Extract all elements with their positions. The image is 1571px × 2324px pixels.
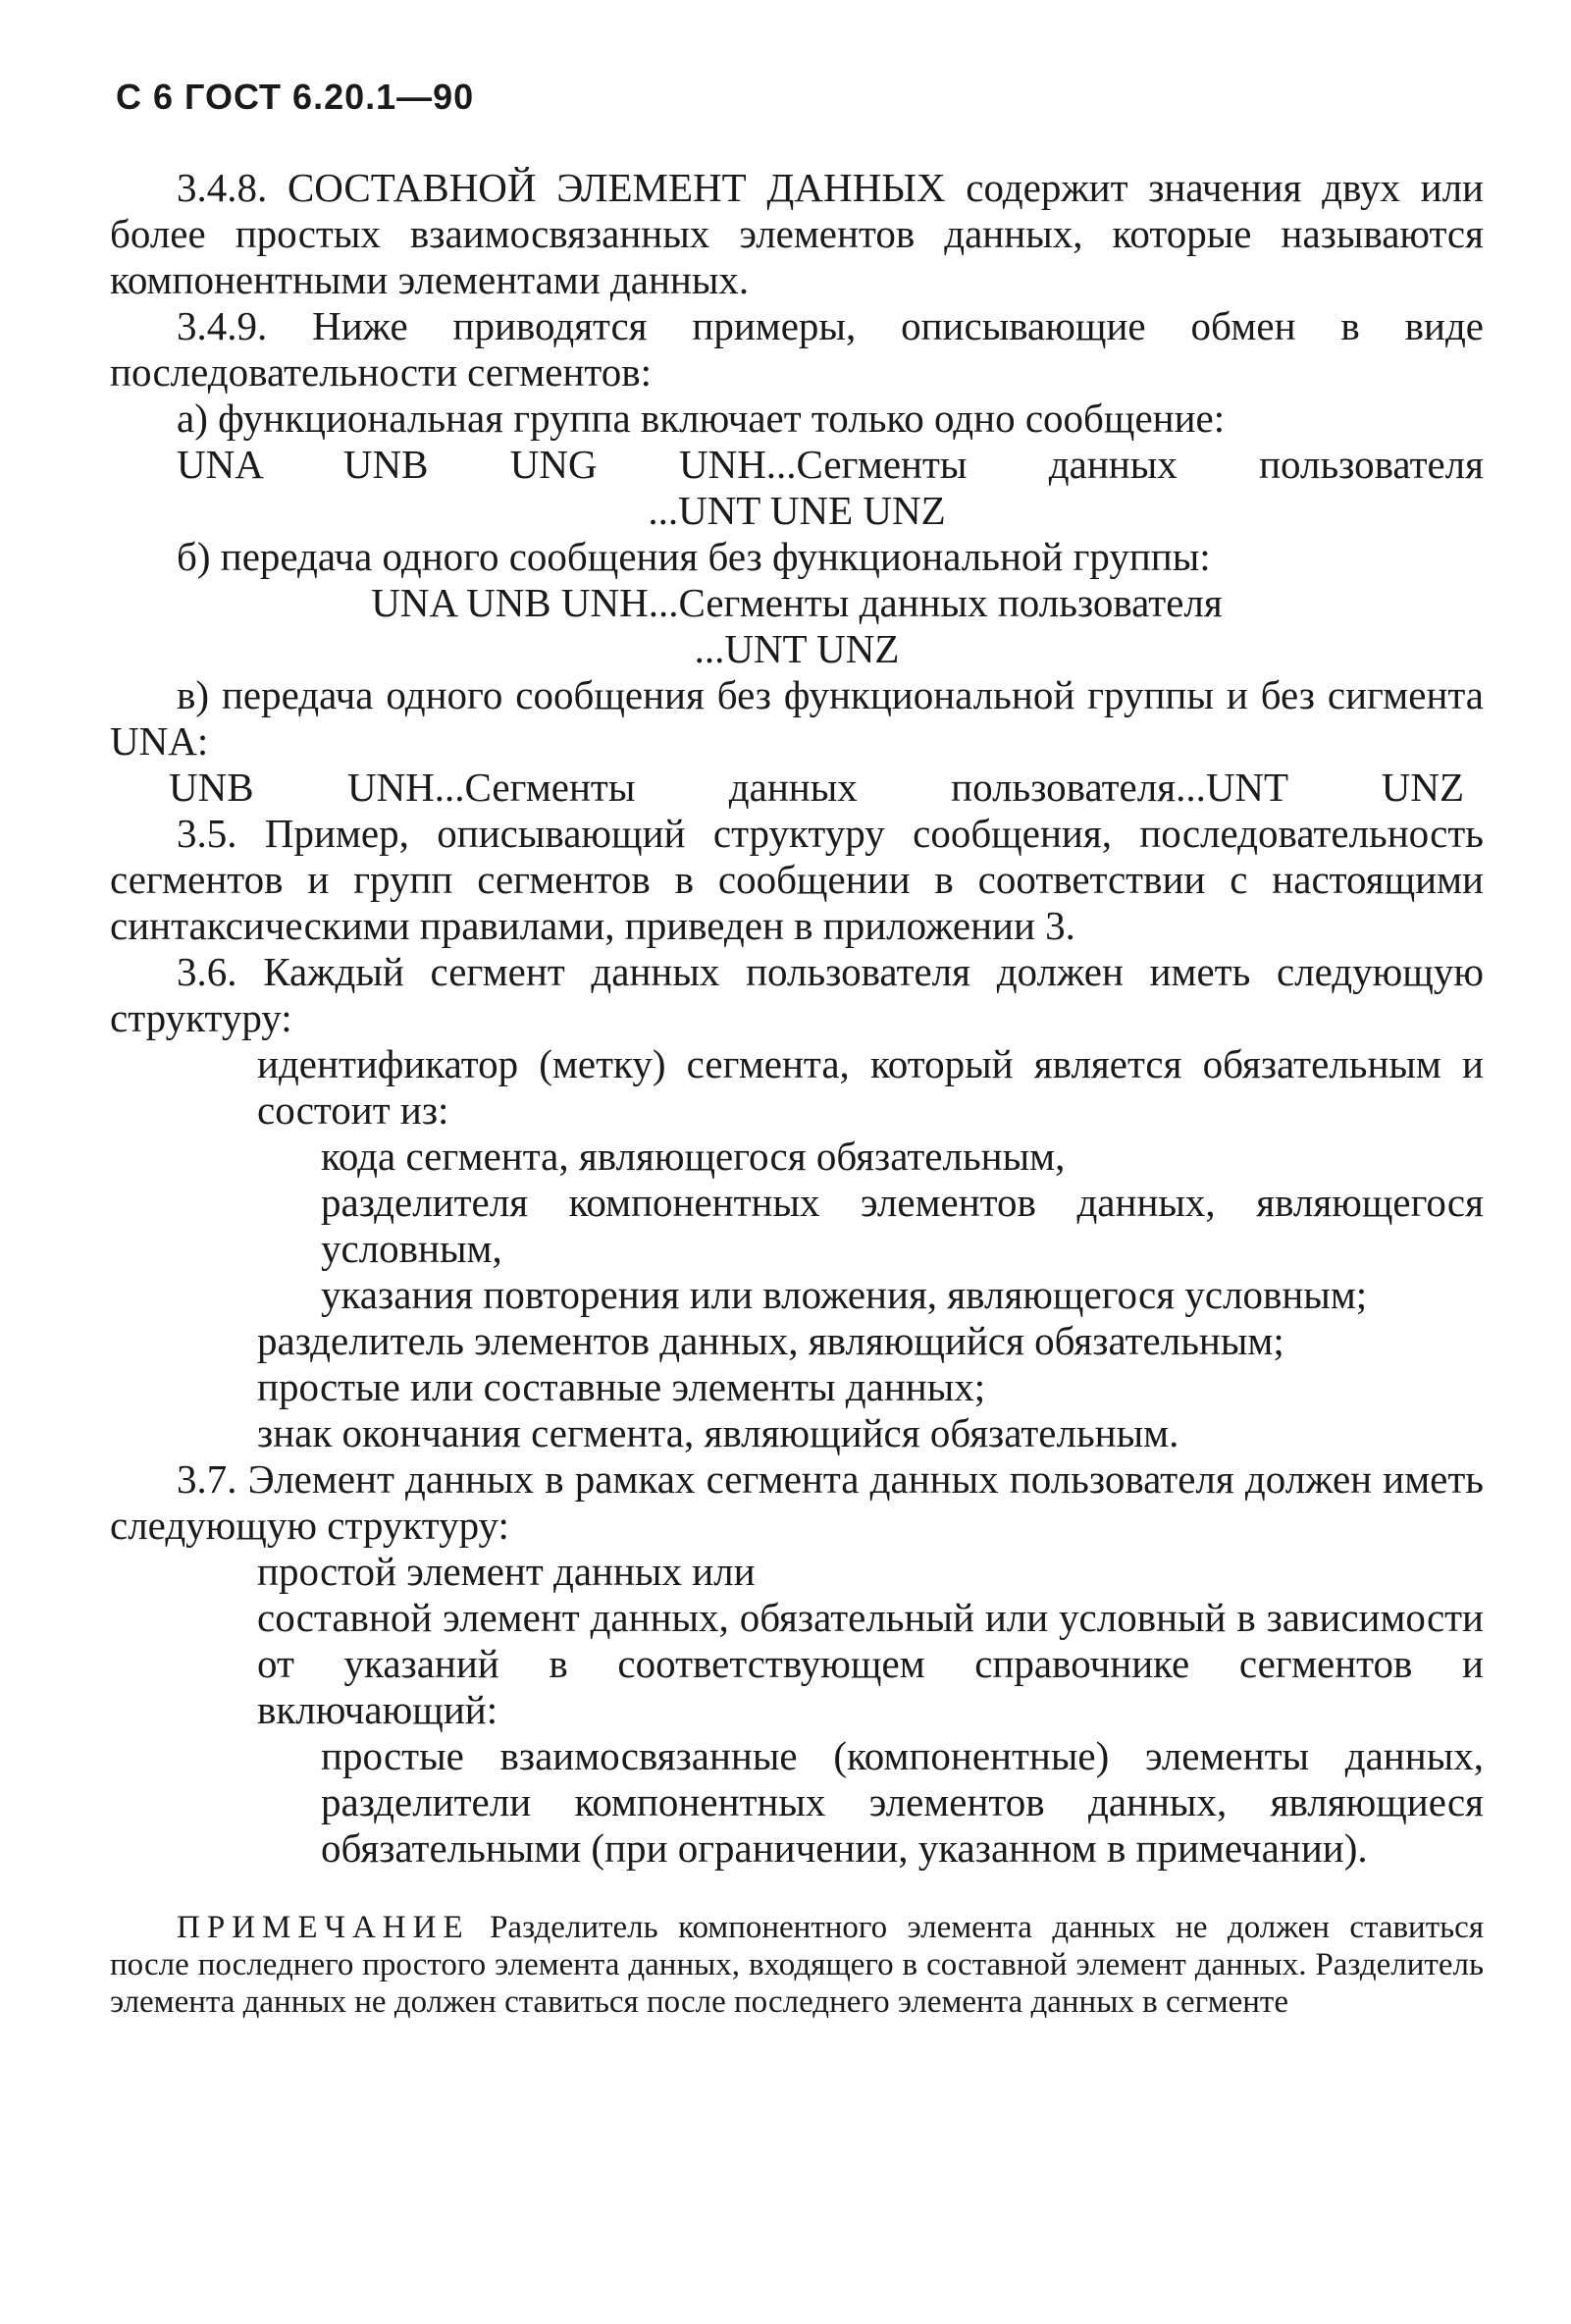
page-header: С 6 ГОСТ 6.20.1—90 bbox=[116, 77, 475, 117]
data-element-structure-components: простые взаимосвязанные (компонентные) элементы данных, разделители компонентных элементов данных, являющиеся обязательными (при ограничении, указанном в примечании). bbox=[321, 1733, 1484, 1871]
example-a-sequence: UNA UNB UNG UNH...Сегменты данных пользователя bbox=[177, 442, 1484, 487]
paragraph-3-5: 3.5. Пример, описывающий структуру сообщения, последовательность сегментов и групп сегментов в сообщении в соответствии с настоящими синтаксическими правилами, приведен в приложении 3. bbox=[110, 811, 1484, 948]
example-a-sequence-continued: ...UNT UNE UNZ bbox=[648, 488, 946, 533]
paragraph-3-6: 3.6. Каждый сегмент данных пользователя должен иметь следующую структуру: bbox=[110, 949, 1484, 1040]
paragraph-3-7: 3.7. Элемент данных в рамках сегмента данных пользователя должен иметь следующую структуру: bbox=[110, 1456, 1484, 1548]
segment-structure-item-elements: простые или составные элементы данных; bbox=[257, 1364, 986, 1409]
paragraph-3-4-9: 3.4.9. Ниже приводятся примеры, описывающие обмен в виде последовательности сегментов: bbox=[110, 303, 1484, 395]
note-text: Разделитель компонентного элемента данных не должен ставиться после последнего простого элемента данных, входящего в составной элемент данных. Разделитель элемента данных не должен ставиться после последнего элемента данных в сегменте bbox=[110, 1910, 1485, 2020]
example-b-sequence-continued: ...UNT UNZ bbox=[694, 626, 900, 671]
note-paragraph bbox=[110, 1909, 1484, 2021]
example-b-text: б) передача одного сообщения без функциональной группы: bbox=[177, 534, 1211, 579]
data-element-structure-composite: составной элемент данных, обязательный или условный в зависимости от указаний в соответствующем справочнике сегментов и включающий: bbox=[257, 1595, 1484, 1732]
document-body bbox=[110, 165, 1484, 2021]
paragraph-3-4-8: 3.4.8. СОСТАВНОЙ ЭЛЕМЕНТ ДАННЫХ содержит значения двух или более простых взаимосвязанных элементов данных, которые называются компонентными элементами данных. bbox=[110, 165, 1484, 302]
example-a-text: а) функциональная группа включает только одно сообщение: bbox=[177, 396, 1226, 441]
example-v-text: в) передача одного сообщения без функциональной группы и без сигмента UNA: bbox=[110, 672, 1484, 764]
example-v-sequence: UNB UNH...Сегменты данных пользователя...UNT UNZ bbox=[169, 765, 1464, 810]
segment-structure-item-identifier: идентификатор (метку) сегмента, который является обязательным и состоит из: bbox=[257, 1041, 1484, 1133]
segment-structure-subitem-repetition: указания повторения или вложения, являющегося условным; bbox=[321, 1272, 1368, 1317]
segment-structure-subitem-code: кода сегмента, являющегося обязательным, bbox=[321, 1134, 1066, 1179]
segment-structure-subitem-separator: разделителя компонентных элементов данных, являющегося условным, bbox=[321, 1180, 1484, 1271]
example-b-sequence: UNA UNB UNH...Сегменты данных пользователя bbox=[371, 580, 1223, 625]
segment-structure-item-terminator: знак окончания сегмента, являющийся обязательным. bbox=[257, 1410, 1179, 1455]
data-element-structure-simple: простой элемент данных или bbox=[257, 1549, 756, 1594]
segment-structure-item-separator: разделитель элементов данных, являющийся обязательным; bbox=[257, 1318, 1284, 1363]
note-label: ПРИМЕЧАНИЕ bbox=[177, 1910, 470, 1945]
